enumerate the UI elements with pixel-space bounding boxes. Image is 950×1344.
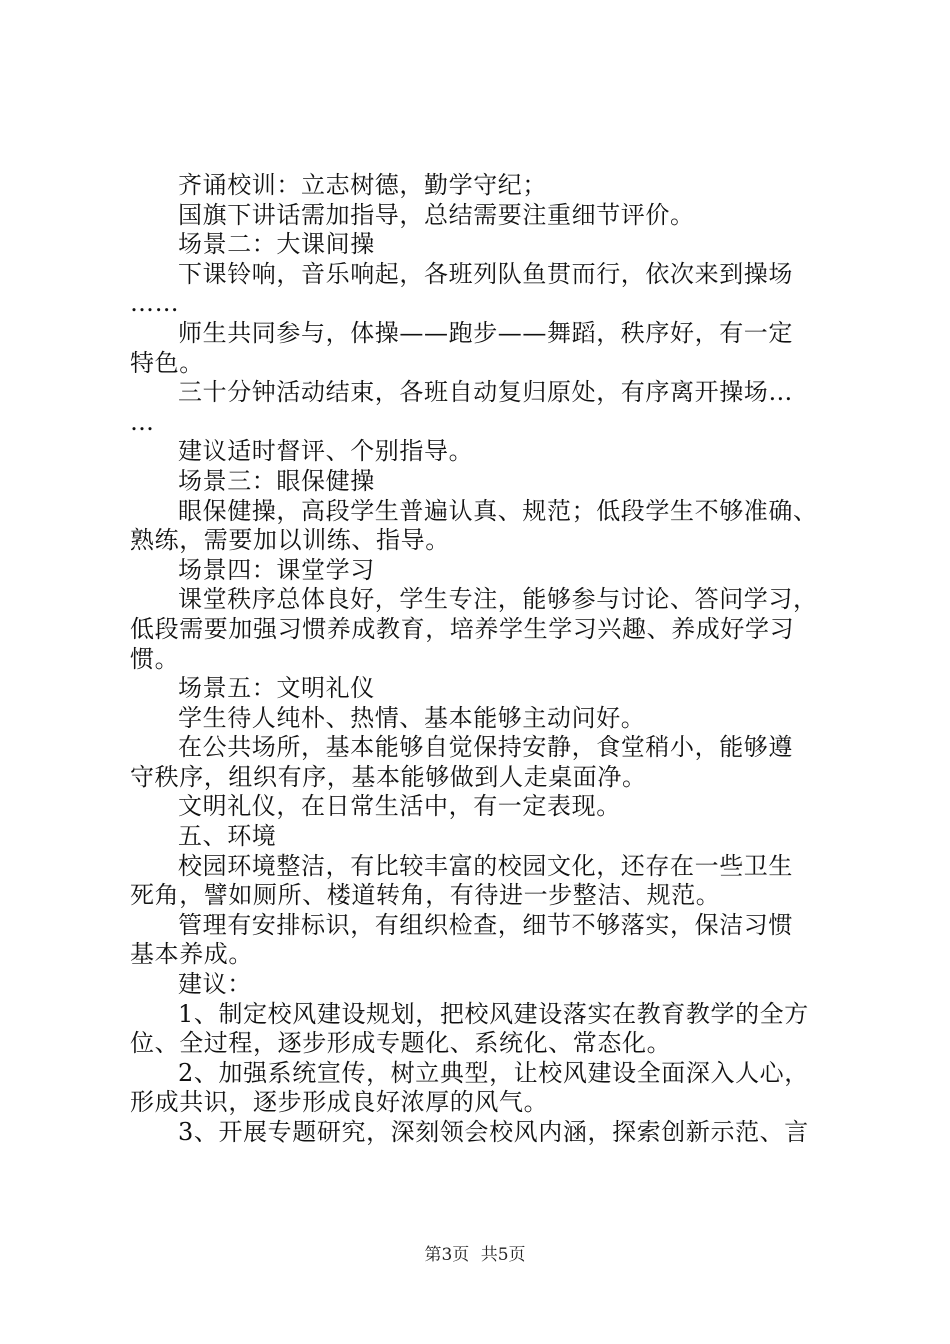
text-line: 场景四：课堂学习	[178, 555, 375, 584]
text-line: 惯。	[130, 644, 180, 673]
text-line: 建议适时督评、个别指导。	[178, 437, 474, 466]
text-line: 文明礼仪，在日常生活中，有一定表现。	[178, 792, 621, 821]
text-line: 特色。	[130, 348, 204, 377]
text-line: 1、制定校风建设规划，把校风建设落实在教育教学的全方	[178, 999, 809, 1028]
text-line: 学生待人纯朴、热情、基本能够主动问好。	[178, 703, 646, 732]
text-line: ……	[130, 289, 180, 318]
text-line: 下课铃响，音乐响起，各班列队鱼贯而行，依次来到操场	[178, 259, 793, 288]
text-line: 3、开展专题研究，深刻领会校风内涵，探索创新示范、言	[178, 1118, 809, 1146]
text-line: 建议：	[178, 970, 252, 999]
text-line: 形成共识，逐步形成良好浓厚的风气。	[130, 1088, 549, 1117]
text-line: 在公共场所，基本能够自觉保持安静，食堂稍小，能够遵	[178, 733, 793, 762]
text-line: 守秩序，组织有序，基本能够做到人走桌面净。	[130, 762, 647, 791]
text-line: 课堂秩序总体良好，学生专注，能够参与讨论、答问学习，	[178, 585, 818, 614]
page-footer	[0, 1240, 950, 1265]
text-line: 师生共同参与，体操——跑步——舞蹈，秩序好，有一定	[178, 318, 793, 347]
text-line: 死角，譬如厕所、楼道转角，有待进一步整洁、规范。	[130, 881, 721, 910]
document-body	[130, 171, 830, 1148]
text-line: 五、环境	[178, 822, 277, 851]
text-line: 国旗下讲话需加指导，总结需要注重细节评价。	[178, 200, 695, 229]
text-line: 基本养成。	[130, 940, 253, 969]
text-line: 校园环境整洁，有比较丰富的校园文化，还存在一些卫生	[178, 851, 793, 880]
text-line: 眼保健操，高段学生普遍认真、规范；低段学生不够准确、	[178, 496, 818, 525]
text-line: 管理有安排标识，有组织检查，细节不够落实，保洁习惯	[178, 910, 793, 939]
text-line: 位、全过程，逐步形成专题化、系统化、常态化。	[130, 1029, 672, 1058]
page-number: 第3页	[424, 1245, 470, 1265]
text-line: 低段需要加强习惯养成教育，培养学生学习兴趣、养成好学习	[130, 614, 795, 643]
text-line: 场景五：文明礼仪	[178, 674, 375, 703]
text-line: 2、加强系统宣传，树立典型，让校风建设全面深入人心，	[178, 1058, 809, 1087]
text-line: 三十分钟活动结束，各班自动复归原处，有序离开操场…	[178, 378, 793, 407]
text-line: 齐诵校训：立志树德，勤学守纪；	[178, 171, 547, 199]
text-line: 场景二：大课间操	[178, 230, 375, 259]
text-line: …	[130, 407, 155, 436]
text-line: 场景三：眼保健操	[178, 466, 375, 495]
text-line: 熟练，需要加以训练、指导。	[130, 526, 450, 555]
page-total: 共5页	[480, 1245, 526, 1265]
